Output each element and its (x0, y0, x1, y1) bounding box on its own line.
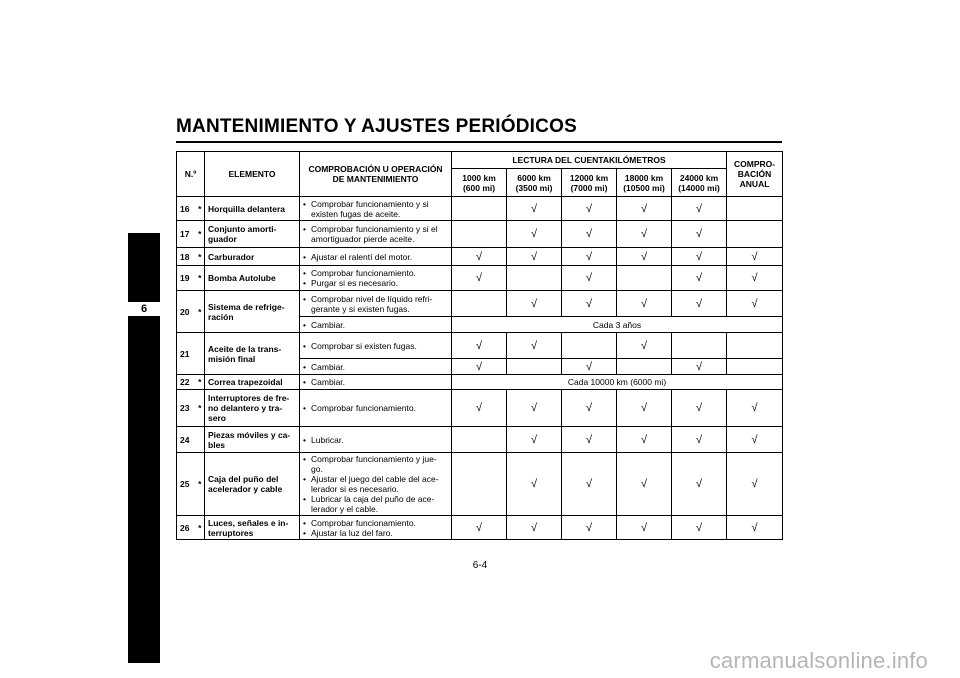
check-mark: √ (672, 221, 727, 248)
check-mark: √ (727, 516, 783, 540)
row-element: Caja del puño del acelerador y cable (205, 453, 300, 516)
check-mark: √ (617, 291, 672, 317)
row-asterisk: * (196, 390, 205, 427)
check-mark: √ (562, 516, 617, 540)
table-row (177, 333, 783, 359)
table-row (177, 375, 783, 390)
row-number: 23 (177, 390, 196, 427)
check-mark: √ (507, 291, 562, 317)
row-operation (300, 390, 452, 427)
operation-item: • Cambiar. (303, 377, 448, 387)
operation-item: • Cambiar. (303, 362, 448, 372)
check-mark: √ (672, 453, 727, 516)
check-mark: √ (452, 516, 507, 540)
row-asterisk: * (196, 375, 205, 390)
check-mark: √ (507, 197, 562, 221)
check-mark: √ (617, 427, 672, 453)
check-mark: √ (452, 359, 507, 375)
operation-item: • Comprobar funcionamiento. (303, 268, 448, 278)
interval-text: Cada 3 años (452, 317, 783, 333)
row-operation (300, 291, 452, 317)
header-odo-1000: 1000 km (600 mi) (452, 169, 507, 197)
row-element: Conjunto amorti- guador (205, 221, 300, 248)
empty-cell (727, 221, 783, 248)
operation-item: • Comprobar funcionamiento. (303, 518, 448, 528)
check-mark: √ (562, 427, 617, 453)
row-number: 24 (177, 427, 196, 453)
watermark: carmanualsonline.info (709, 648, 928, 673)
check-mark: √ (672, 359, 727, 375)
check-mark: √ (672, 266, 727, 291)
operation-item: • Comprobar funcionamiento. (303, 403, 448, 413)
empty-cell (452, 291, 507, 317)
empty-cell (507, 359, 562, 375)
operation-item: • Comprobar funcionamiento y jue- go. (303, 454, 448, 474)
row-element: Luces, señales e in- terruptores (205, 516, 300, 540)
check-mark: √ (507, 221, 562, 248)
check-mark: √ (617, 516, 672, 540)
header-operation: COMPROBACIÓN U OPERACIÓN DE MANTENIMIENTO (300, 152, 452, 197)
empty-cell (617, 359, 672, 375)
row-element: Carburador (205, 248, 300, 266)
row-number: 26 (177, 516, 196, 540)
check-mark: √ (617, 221, 672, 248)
operation-item: • Comprobar funcionamiento y si el amortiguador pierde aceite. (303, 224, 448, 244)
page-title: MANTENIMIENTO Y AJUSTES PERIÓDICOS (176, 116, 577, 137)
operation-item: • Lubricar la caja del puño de ace- lerador y el cable. (303, 494, 448, 514)
header-odometer: LECTURA DEL CUENTAKILÓMETROS (452, 152, 727, 169)
row-asterisk: * (196, 266, 205, 291)
check-mark: √ (562, 266, 617, 291)
page-number: 6-4 (472, 560, 488, 571)
row-asterisk: * (196, 248, 205, 266)
section-tab-number: 6 (128, 302, 160, 316)
check-mark: √ (562, 359, 617, 375)
table-row (177, 221, 783, 248)
header-odo-12000: 12000 km (7000 mi) (562, 169, 617, 197)
interval-text: Cada 10000 km (6000 mi) (452, 375, 783, 390)
check-mark: √ (727, 453, 783, 516)
check-mark: √ (507, 390, 562, 427)
check-mark: √ (507, 333, 562, 359)
check-mark: √ (617, 390, 672, 427)
check-mark: √ (452, 333, 507, 359)
row-number: 21 (177, 333, 196, 375)
empty-cell (452, 197, 507, 221)
row-element: Sistema de refrige- ración (205, 291, 300, 333)
check-mark: √ (672, 516, 727, 540)
row-operation (300, 266, 452, 291)
row-element: Correa trapezoidal (205, 375, 300, 390)
row-asterisk (196, 427, 205, 453)
check-mark: √ (507, 248, 562, 266)
row-asterisk: * (196, 453, 205, 516)
maintenance-table (176, 151, 783, 540)
check-mark: √ (452, 266, 507, 291)
table-row (177, 427, 783, 453)
title-underline (176, 141, 782, 143)
empty-cell (727, 333, 783, 359)
table-row (177, 453, 783, 516)
check-mark: √ (617, 333, 672, 359)
operation-item: • Purgar si es necesario. (303, 278, 448, 288)
maintenance-table-body (177, 197, 783, 540)
row-operation (300, 221, 452, 248)
row-number: 16 (177, 197, 196, 221)
row-operation (300, 516, 452, 540)
check-mark: √ (672, 197, 727, 221)
check-mark: √ (727, 266, 783, 291)
check-mark: √ (672, 248, 727, 266)
empty-cell (727, 359, 783, 375)
empty-cell (617, 266, 672, 291)
check-mark: √ (617, 453, 672, 516)
row-asterisk: * (196, 291, 205, 333)
header-odo-18000: 18000 km (10500 mi) (617, 169, 672, 197)
table-row (177, 516, 783, 540)
row-operation (300, 317, 452, 333)
row-operation (300, 427, 452, 453)
row-number: 20 (177, 291, 196, 333)
row-element: Aceite de la trans- misión final (205, 333, 300, 375)
row-element: Bomba Autolube (205, 266, 300, 291)
operation-item: • Comprobar nivel de líquido refri- gerante y si existen fugas. (303, 294, 448, 314)
check-mark: √ (727, 248, 783, 266)
check-mark: √ (507, 516, 562, 540)
row-number: 25 (177, 453, 196, 516)
check-mark: √ (452, 390, 507, 427)
row-number: 22 (177, 375, 196, 390)
row-operation (300, 333, 452, 359)
check-mark: √ (562, 221, 617, 248)
empty-cell (452, 453, 507, 516)
empty-cell (452, 221, 507, 248)
table-row (177, 248, 783, 266)
row-element: Horquilla delantera (205, 197, 300, 221)
header-odo-24000: 24000 km (14000 mi) (672, 169, 727, 197)
check-mark: √ (672, 427, 727, 453)
check-mark: √ (727, 390, 783, 427)
check-mark: √ (617, 197, 672, 221)
row-asterisk (196, 333, 205, 375)
empty-cell (562, 333, 617, 359)
header-annual: COMPRO- BACIÓN ANUAL (727, 152, 783, 197)
empty-cell (727, 197, 783, 221)
row-number: 19 (177, 266, 196, 291)
row-number: 18 (177, 248, 196, 266)
row-operation (300, 248, 452, 266)
section-tab (128, 233, 160, 663)
row-element: Interruptores de fre- no delantero y tra- sero (205, 390, 300, 427)
check-mark: √ (562, 453, 617, 516)
operation-item: • Cambiar. (303, 320, 448, 330)
check-mark: √ (507, 427, 562, 453)
row-operation (300, 359, 452, 375)
operation-item: • Ajustar el juego del cable del ace- lerador si es necesario. (303, 474, 448, 494)
check-mark: √ (562, 197, 617, 221)
header-odo-6000: 6000 km (3500 mi) (507, 169, 562, 197)
row-operation (300, 375, 452, 390)
table-row (177, 266, 783, 291)
operation-item: • Comprobar funcionamiento y si existen fugas de aceite. (303, 199, 448, 219)
check-mark: √ (672, 390, 727, 427)
table-row (177, 390, 783, 427)
check-mark: √ (507, 453, 562, 516)
operation-item: • Ajustar el ralentí del motor. (303, 252, 448, 262)
check-mark: √ (562, 248, 617, 266)
check-mark: √ (452, 248, 507, 266)
table-row (177, 291, 783, 317)
check-mark: √ (672, 291, 727, 317)
empty-cell (672, 333, 727, 359)
table-row (177, 197, 783, 221)
row-asterisk: * (196, 221, 205, 248)
row-number: 17 (177, 221, 196, 248)
header-no: N.º (177, 152, 205, 197)
row-asterisk: * (196, 516, 205, 540)
operation-item: • Comprobar si existen fugas. (303, 341, 448, 351)
operation-item: • Lubricar. (303, 435, 448, 445)
row-asterisk: * (196, 197, 205, 221)
empty-cell (507, 266, 562, 291)
check-mark: √ (727, 291, 783, 317)
check-mark: √ (562, 291, 617, 317)
operation-item: • Ajustar la luz del faro. (303, 528, 448, 538)
header-element: ELEMENTO (205, 152, 300, 197)
row-operation (300, 197, 452, 221)
check-mark: √ (617, 248, 672, 266)
check-mark: √ (562, 390, 617, 427)
check-mark: √ (727, 427, 783, 453)
row-element: Piezas móviles y ca- bles (205, 427, 300, 453)
empty-cell (452, 427, 507, 453)
row-operation (300, 453, 452, 516)
